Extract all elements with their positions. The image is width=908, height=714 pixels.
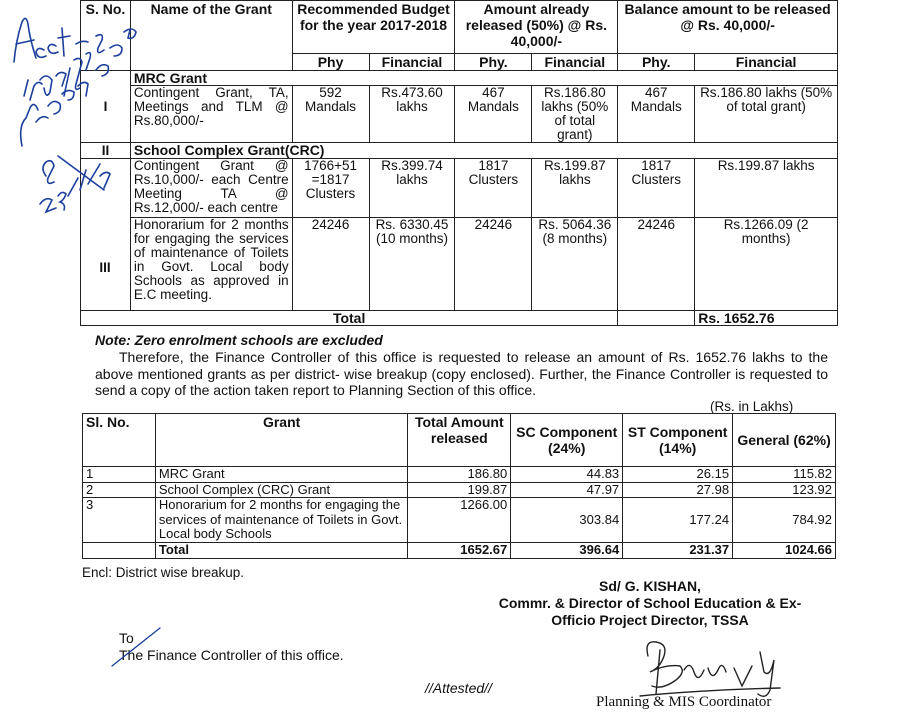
subheader-financial: Financial [369, 54, 455, 71]
cell-value: 467 Mandals [455, 86, 532, 143]
cell-sl: 3 [83, 498, 156, 543]
coordinator-title: Planning & MIS Coordinator [596, 694, 772, 710]
header-balance: Balance amount to be released @ Rs. 40,000/- [618, 1, 838, 54]
header-released: Amount already released (50%) @ Rs. 40,000/- [455, 1, 618, 54]
grant-description: Contingent Grant @ Rs.10,000/- each Centre Meeting TA @ Rs.12,000/- each centre [130, 159, 292, 218]
cell-value: Rs.473.60 lakhs [369, 86, 455, 143]
cell-total-label: Total [155, 543, 408, 559]
header-sl-no: Sl. No. [83, 414, 156, 467]
cell-value: Rs.399.74 lakhs [369, 159, 455, 218]
cell-st: 231.37 [623, 543, 733, 559]
header-total-released: Total Amount released [408, 414, 511, 467]
header-recommended: Recommended Budget for the year 2017-2018 [292, 1, 455, 54]
cell-general: 784.92 [733, 498, 836, 543]
cell-sc: 396.64 [511, 543, 623, 559]
cell-value: 24246 [292, 218, 369, 311]
signatory-title-line1: Commr. & Director of School Education & Ex- [498, 595, 802, 611]
section-number: III [99, 260, 111, 275]
subheader-phy: Phy. [618, 54, 695, 71]
cell-value: 1766+51 =1817 Clusters [292, 159, 369, 218]
cell-grant: MRC Grant [155, 467, 408, 483]
subheader-phy: Phy. [455, 54, 532, 71]
header-general: General (62%) [733, 414, 836, 467]
header-st: ST Component (14%) [623, 414, 733, 467]
blank-cell [81, 159, 131, 311]
cell-value: Rs.199.87 lakhs [532, 159, 618, 218]
header-sno: S. No. [81, 1, 131, 71]
cell-value: 592 Mandals [292, 86, 369, 143]
subheader-financial: Financial [532, 54, 618, 71]
section-number: I [81, 71, 131, 143]
cell-value: Rs. 5064.36 (8 months) [532, 218, 618, 311]
cell-value: 1817 Clusters [618, 159, 695, 218]
budget-table [80, 0, 838, 326]
component-table [82, 413, 836, 559]
recipient: The Finance Controller of this office. [119, 647, 344, 663]
cell-total: 199.87 [408, 482, 511, 498]
signatory-name: Sd/ G. KISHAN, [599, 578, 701, 594]
subheader-financial: Financial [695, 54, 838, 71]
cell-st: 26.15 [623, 467, 733, 483]
to-label: To [119, 630, 134, 646]
recipient-block [119, 630, 344, 664]
cell-general: 123.92 [733, 482, 836, 498]
section-title: School Complex Grant(CRC) [130, 143, 837, 159]
signatory-title-line2: Officio Project Director, TSSA [551, 612, 749, 628]
cell-total: 186.80 [408, 467, 511, 483]
cell-sc: 303.84 [511, 498, 623, 543]
table-row [83, 482, 836, 498]
section-number: II [81, 143, 131, 159]
section-title: MRC Grant [130, 71, 837, 86]
cell-value: 1817 Clusters [455, 159, 532, 218]
cell-general: 1024.66 [733, 543, 836, 559]
signatory-block [470, 578, 830, 629]
cell-grant: Honorarium for 2 months for engaging the services of maintenance of Toilets in Govt. Local body Schools [155, 498, 408, 543]
header-grant-name: Name of the Grant [130, 1, 292, 71]
cell-value: Rs.1266.09 (2 months) [695, 218, 838, 311]
cell-grant: School Complex (CRC) Grant [155, 482, 408, 498]
grant-description: Contingent Grant, TA, Meetings and TLM @ Rs.80,000/- [130, 86, 292, 143]
cell-value: Rs.199.87 lakhs [695, 159, 838, 218]
subheader-phy: Phy [292, 54, 369, 71]
cell-value: Rs.186.80 lakhs (50% of total grant) [695, 86, 838, 143]
cell-value: Rs.186.80 lakhs (50% of total grant) [532, 86, 618, 143]
cell-sc: 47.97 [511, 482, 623, 498]
table-row [83, 467, 836, 483]
cell-general: 115.82 [733, 467, 836, 483]
note: Note: Zero enrolment schools are excluded [95, 332, 383, 348]
header-sc: SC Component (24%) [511, 414, 623, 467]
cell-value: Rs. 6330.45 (10 months) [369, 218, 455, 311]
handwritten-signature [640, 642, 780, 696]
cell-sc: 44.83 [511, 467, 623, 483]
total-label: Total [81, 311, 618, 326]
blank-cell [83, 543, 156, 559]
table-row [83, 498, 836, 543]
cell-st: 27.98 [623, 482, 733, 498]
cell-value: 467 Mandals [618, 86, 695, 143]
total-value: Rs. 1652.76 [695, 311, 838, 326]
total-row [83, 543, 836, 559]
cell-total: 1652.67 [408, 543, 511, 559]
units-label: (Rs. in Lakhs) [710, 399, 794, 414]
body-paragraph: Therefore, the Finance Controller of this office is requested to release an amount of Rs. 1652.76 lakhs to the above mentioned grants as per district- wise breakup (copy enclosed). Further, the Finance Controller is requested to send a copy of the action taken report to Planning Section of this office. [95, 349, 828, 398]
grant-description: Honorarium for 2 months for engaging the services of maintenance of Toilets in Govt. Local body Schools as approved in E.C meeting. [130, 218, 292, 311]
header-grant: Grant [155, 414, 408, 467]
cell-value: 24246 [618, 218, 695, 311]
cell-total: 1266.00 [408, 498, 511, 543]
enclosure-note: Encl: District wise breakup. [82, 565, 245, 580]
cell-sl: 1 [83, 467, 156, 483]
cell-st: 177.24 [623, 498, 733, 543]
cell-value: 24246 [455, 218, 532, 311]
blank-cell [618, 311, 695, 326]
cell-sl: 2 [83, 482, 156, 498]
attested-mark: //Attested// [425, 680, 492, 696]
